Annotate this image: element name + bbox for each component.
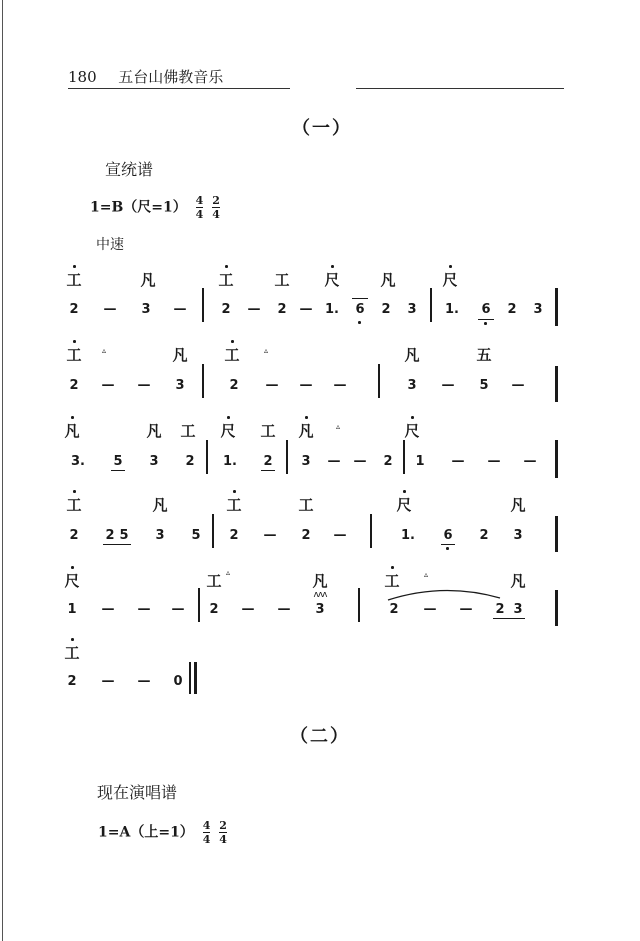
jianpu-note: 2 [277, 302, 287, 317]
section-subtitle-1: 宣统谱 [105, 160, 154, 179]
dash: — [103, 302, 117, 317]
dash: — [459, 602, 473, 617]
jianpu-note: 6 [481, 302, 491, 317]
book-title: 五台山佛教音乐 [118, 68, 224, 86]
dash: — [441, 378, 455, 393]
bar-line [202, 288, 204, 322]
section-title-1: （一） [292, 118, 352, 139]
jianpu-note: 2 [381, 302, 391, 317]
gongche-char: 工 [274, 271, 290, 289]
bar-line [378, 364, 380, 398]
header-rule [68, 88, 290, 89]
jianpu-note: 2 [229, 378, 239, 393]
low-dot [358, 321, 361, 324]
gongche-char: 凡 [380, 271, 396, 289]
jianpu-note: 2 [495, 602, 505, 617]
tempo-marking: 中速 [96, 237, 124, 253]
jianpu-note: 1. [223, 454, 237, 469]
dash: — [137, 378, 151, 393]
dash: — [101, 674, 115, 689]
jianpu-note: 1 [67, 602, 77, 617]
bar-line [403, 440, 405, 474]
time-signature-a: $\frac{4}{4}$ [195, 194, 204, 221]
jianpu-note: 0 [173, 674, 183, 689]
jianpu-note: 3. [71, 454, 85, 469]
dash: — [333, 528, 347, 543]
triangle-mark: ▵ [263, 346, 269, 355]
low-dot [484, 322, 487, 325]
key-signature-1 [90, 195, 220, 220]
jianpu-note: 3 [407, 378, 417, 393]
gongche-char: 凡 [64, 422, 80, 440]
dash: — [241, 602, 255, 617]
gongche-char: 工 [226, 496, 242, 514]
gongche-char: 工 [66, 346, 82, 364]
jianpu-note: 3 [315, 602, 325, 617]
gongche-char: 工 [224, 346, 240, 364]
high-dot [225, 265, 228, 268]
bar-line [202, 364, 204, 398]
jianpu-note: 3 [513, 528, 523, 543]
high-dot [73, 490, 76, 493]
jianpu-note: 2 [69, 378, 79, 393]
gongche-char: 凡 [510, 496, 526, 514]
gongche-char: 工 [260, 422, 276, 440]
dash: — [299, 302, 313, 317]
gongche-char: 凡 [312, 572, 328, 590]
jianpu-note: 1. [445, 302, 459, 317]
bar-line [206, 440, 208, 474]
final-bar-thin [189, 662, 191, 694]
dash: — [171, 602, 185, 617]
gongche-char: 工 [206, 572, 222, 590]
dash: — [487, 454, 501, 469]
gongche-char: 凡 [146, 422, 162, 440]
jianpu-note: 3 [149, 454, 159, 469]
section-subtitle-2: 现在演唱谱 [97, 783, 178, 802]
triangle-mark: ▵ [225, 568, 231, 577]
gongche-char: 尺 [396, 496, 412, 514]
bar-line [555, 440, 558, 478]
gongche-char: 凡 [510, 572, 526, 590]
gongche-char: 工 [218, 271, 234, 289]
underline [441, 544, 455, 545]
jianpu-note: 2 [185, 454, 195, 469]
underline [103, 544, 131, 545]
dash: — [137, 674, 151, 689]
underline [478, 319, 494, 320]
jianpu-note: 3 [533, 302, 543, 317]
high-dot [233, 490, 236, 493]
jianpu-note: 2 [263, 454, 273, 469]
jianpu-note: 5 [479, 378, 489, 393]
section-title-2: （二） [290, 726, 350, 747]
bar-line [198, 588, 200, 622]
gongche-char: 尺 [404, 422, 420, 440]
page-edge-line [2, 0, 3, 941]
dash: — [511, 378, 525, 393]
key-text: 1=B（尺=1） [90, 199, 187, 216]
low-dot [446, 547, 449, 550]
gongche-char: 尺 [442, 271, 458, 289]
gongche-char: 五 [476, 346, 492, 364]
underline [261, 470, 275, 471]
final-bar-thick [194, 662, 197, 694]
bar-line [370, 514, 372, 548]
gongche-char: 工 [384, 572, 400, 590]
gongche-char: 尺 [64, 572, 80, 590]
high-dot [411, 416, 414, 419]
gongche-char: 工 [298, 496, 314, 514]
jianpu-note: 3 [155, 528, 165, 543]
key-signature-2 [98, 820, 227, 845]
jianpu-note: 6 [355, 302, 365, 317]
gongche-char: 尺 [220, 422, 236, 440]
dash: — [523, 454, 537, 469]
high-dot [305, 416, 308, 419]
dash: — [101, 378, 115, 393]
jianpu-note: 1 [415, 454, 425, 469]
mordent-mark: ʌʌʌ [313, 590, 327, 600]
jianpu-note: 2 [105, 528, 115, 543]
jianpu-note: 1. [401, 528, 415, 543]
gongche-char: 工 [180, 422, 196, 440]
jianpu-note: 5 [119, 528, 129, 543]
header-rule-right [356, 88, 564, 89]
jianpu-note: 5 [191, 528, 201, 543]
jianpu-note: 2 [389, 602, 399, 617]
jianpu-note: 2 [479, 528, 489, 543]
dash: — [451, 454, 465, 469]
jianpu-note: 2 [383, 454, 393, 469]
gongche-char: 工 [66, 496, 82, 514]
dash: — [263, 528, 277, 543]
jianpu-note: 5 [113, 454, 123, 469]
jianpu-note: 2 [221, 302, 231, 317]
slur-mark [384, 586, 506, 602]
gongche-char: 凡 [404, 346, 420, 364]
gongche-char: 工 [66, 271, 82, 289]
jianpu-note: 2 [69, 302, 79, 317]
high-dot [71, 566, 74, 569]
dash: — [327, 454, 341, 469]
jianpu-note: 6 [443, 528, 453, 543]
jianpu-note: 2 [229, 528, 239, 543]
time-signature-a: $\frac{4}{4}$ [202, 819, 211, 846]
bar-line [286, 440, 288, 474]
bar-line [430, 288, 432, 322]
jianpu-note: 3 [175, 378, 185, 393]
high-dot [227, 416, 230, 419]
time-signature-b: $\frac{2}{4}$ [219, 819, 227, 846]
jianpu-note: 2 [301, 528, 311, 543]
triangle-mark: ▵ [335, 422, 341, 431]
high-dot [403, 490, 406, 493]
gongche-char: 尺 [324, 271, 340, 289]
jianpu-note: 1. [325, 302, 339, 317]
high-dot [449, 265, 452, 268]
dash: — [277, 602, 291, 617]
dash: — [423, 602, 437, 617]
gongche-char: 工 [64, 644, 80, 662]
dash: — [299, 378, 313, 393]
underline [111, 470, 125, 471]
dash: — [101, 602, 115, 617]
key-text: 1=A（上=1） [98, 824, 194, 841]
high-dot [71, 416, 74, 419]
jianpu-note: 2 [209, 602, 219, 617]
dash: — [173, 302, 187, 317]
page-number: 180 [68, 68, 97, 86]
dash: — [353, 454, 367, 469]
high-dot [73, 265, 76, 268]
high-dot [73, 340, 76, 343]
gongche-char: 凡 [140, 271, 156, 289]
high-dot [391, 566, 394, 569]
high-dot [331, 265, 334, 268]
jianpu-note: 3 [407, 302, 417, 317]
jianpu-note: 2 [507, 302, 517, 317]
jianpu-note: 3 [141, 302, 151, 317]
jianpu-note: 2 [67, 674, 77, 689]
bar-line [555, 288, 558, 326]
bar-line [212, 514, 214, 548]
gongche-char: 凡 [172, 346, 188, 364]
high-dot [231, 340, 234, 343]
time-signature-b: $\frac{2}{4}$ [212, 194, 220, 221]
triangle-mark: ▵ [423, 570, 429, 579]
dash: — [247, 302, 261, 317]
bar-line [555, 516, 558, 552]
jianpu-note: 3 [513, 602, 523, 617]
bar-line [555, 590, 558, 626]
high-dot [71, 638, 74, 641]
bar-line [555, 366, 558, 402]
running-header [68, 66, 223, 87]
gongche-char: 凡 [298, 422, 314, 440]
underline [352, 298, 368, 299]
jianpu-note: 3 [301, 454, 311, 469]
bar-line [358, 588, 360, 622]
dash: — [265, 378, 279, 393]
underline [493, 618, 525, 619]
jianpu-note: 2 [69, 528, 79, 543]
dash: — [137, 602, 151, 617]
triangle-mark: ▵ [101, 346, 107, 355]
dash: — [333, 378, 347, 393]
gongche-char: 凡 [152, 496, 168, 514]
